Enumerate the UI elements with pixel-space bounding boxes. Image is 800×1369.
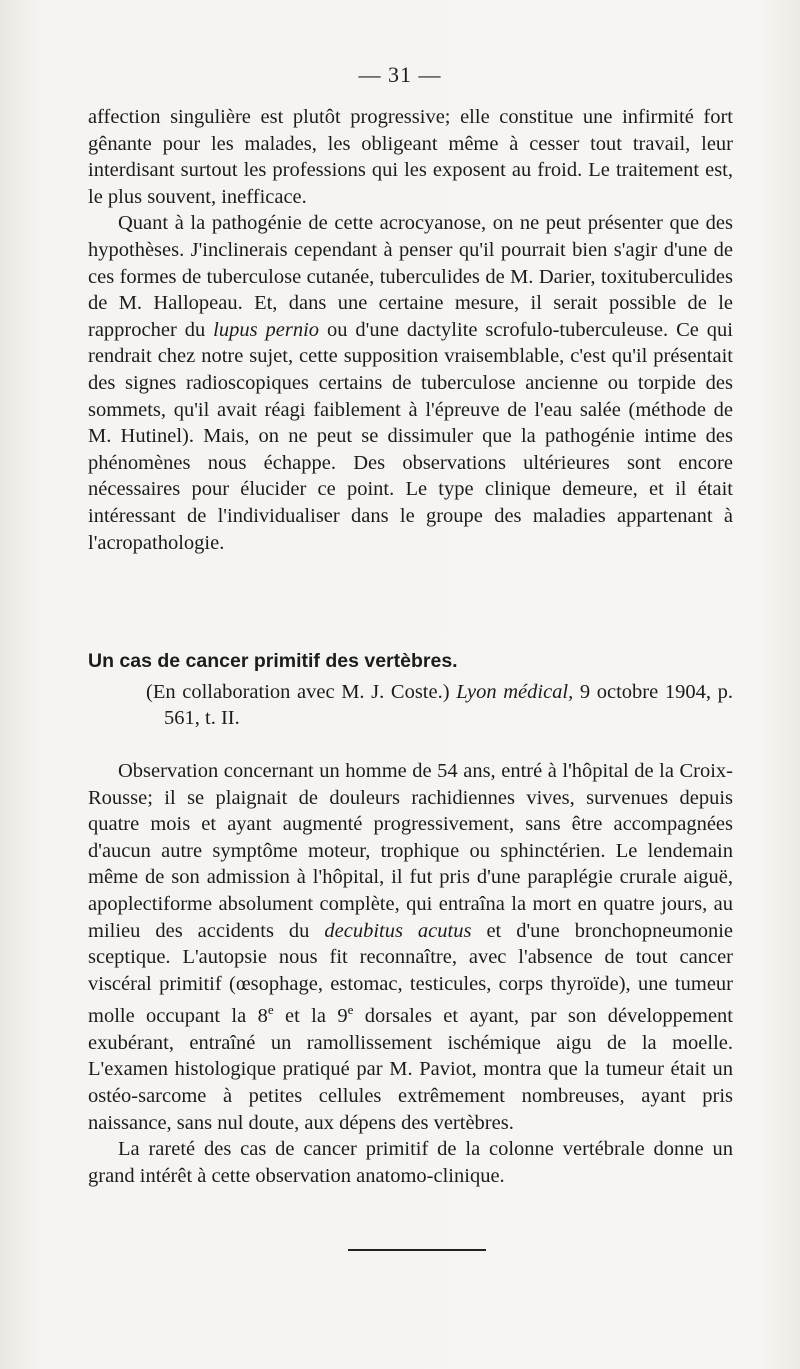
paragraph-2-italic: lupus pernio: [213, 318, 320, 341]
paragraph-3-text-a: Observation concernant un homme de 54 ans, entré à l'hôpital de la Croix-Rousse; il se plaignait de douleurs rachidiennes vives, survenues depuis quatre mois et ayant augmenté progressivement, sans être accompagnées d'aucun autre symptôme moteur, trophique ou sphinctérien. Le lendemain même de son admission à l'hôpital, il fut pris d'une paraplégie crurale aiguë, apoplectiforme absolument complète, qui entraîna la mort en quatre jours, au milieu des accidents du: [88, 760, 733, 942]
paragraph-3-text-b: et d'une bronchopneumonie sceptique. L'autopsie nous fit reconnaître, avec l'absence de tout cancer viscéral primitif (œsophage, estomac, testicules, corps thyroïde), une tumeur molle occupant la 8: [88, 919, 733, 1028]
citation-text-a: (En collaboration avec M. J. Coste.): [146, 680, 457, 703]
body-text-top: [88, 104, 733, 556]
paragraph-3: [88, 758, 733, 1136]
citation-journal: Lyon médical,: [456, 680, 574, 703]
citation: [106, 679, 733, 732]
paragraph-4: La rareté des cas de cancer primitif de la colonne vertébrale donne un grand intérêt à cette observation anatomo-clinique.: [88, 1138, 733, 1187]
section-block: [88, 648, 733, 732]
paragraph-2: [88, 210, 733, 556]
paragraph-2-text-b: ou d'une dactylite scrofulo-tuberculeuse. Ce qui rendrait chez notre sujet, cette supposition vraisemblable, c'est qu'il présentait des signes radioscopiques certains de tuberculose ancienne ou torpide des sommets, qu'il avait réagi faiblement à l'épreuve de l'eau salée (méthode de M. Hutinel). Mais, on ne peut se dissimuler que la pathogénie intime des phénomènes nous échappe. Des observations ultérieures sont encore nécessaires pour élucider ce point. Le type clinique demeure, et il était intéressant de l'individualiser dans le groupe des maladies appartenant à l'acropathologie.: [88, 318, 733, 554]
paragraph-1: affection singulière est plutôt progressive; elle constitue une infirmité fort gênante pour les malades, les obligeant même à cesser tout travail, leur interdisant surtout les professions qui les exposent au froid. Le traitement est, le plus souvent, inefficace.: [88, 106, 733, 208]
paragraph-3-italic: decubitus acutus: [324, 919, 472, 942]
superscript-1: e: [267, 1002, 274, 1018]
page-number: — 31 —: [358, 62, 442, 87]
paragraph-3-text-c: et la 9: [273, 1005, 348, 1028]
paragraph-2-text-a: Quant à la pathogénie de cette acrocyanose, on ne peut présenter que des hypothèses. J'inclinerais cependant à penser qu'il pourrait bien s'agir d'une de ces formes de tuberculose cutanée, tuberculides de M. Darier, toxituberculides de M. Hallopeau. Et, dans une certaine mesure, il serait possible de le rapprocher du: [88, 212, 733, 341]
superscript-2: e: [347, 1002, 354, 1018]
paragraph-3-text-d: dorsales et ayant, par son développement exubérant, entraîné un ramollissement ischémique aigu de la moelle. L'examen histologique pratiqué par M. Paviot, montra que la tumeur était un ostéo-sarcome à petites cellules extrêmement nombreuses, ayant pris naissance, sans nul doute, aux dépens des vertèbres.: [88, 1005, 733, 1134]
citation-text-b: 9 octobre 1904, p. 561, t. II.: [164, 680, 733, 730]
body-text-bottom: [88, 758, 733, 1189]
section-heading: Un cas de cancer primitif des vertèbres.: [88, 650, 458, 672]
closing-rule: [348, 1249, 486, 1251]
